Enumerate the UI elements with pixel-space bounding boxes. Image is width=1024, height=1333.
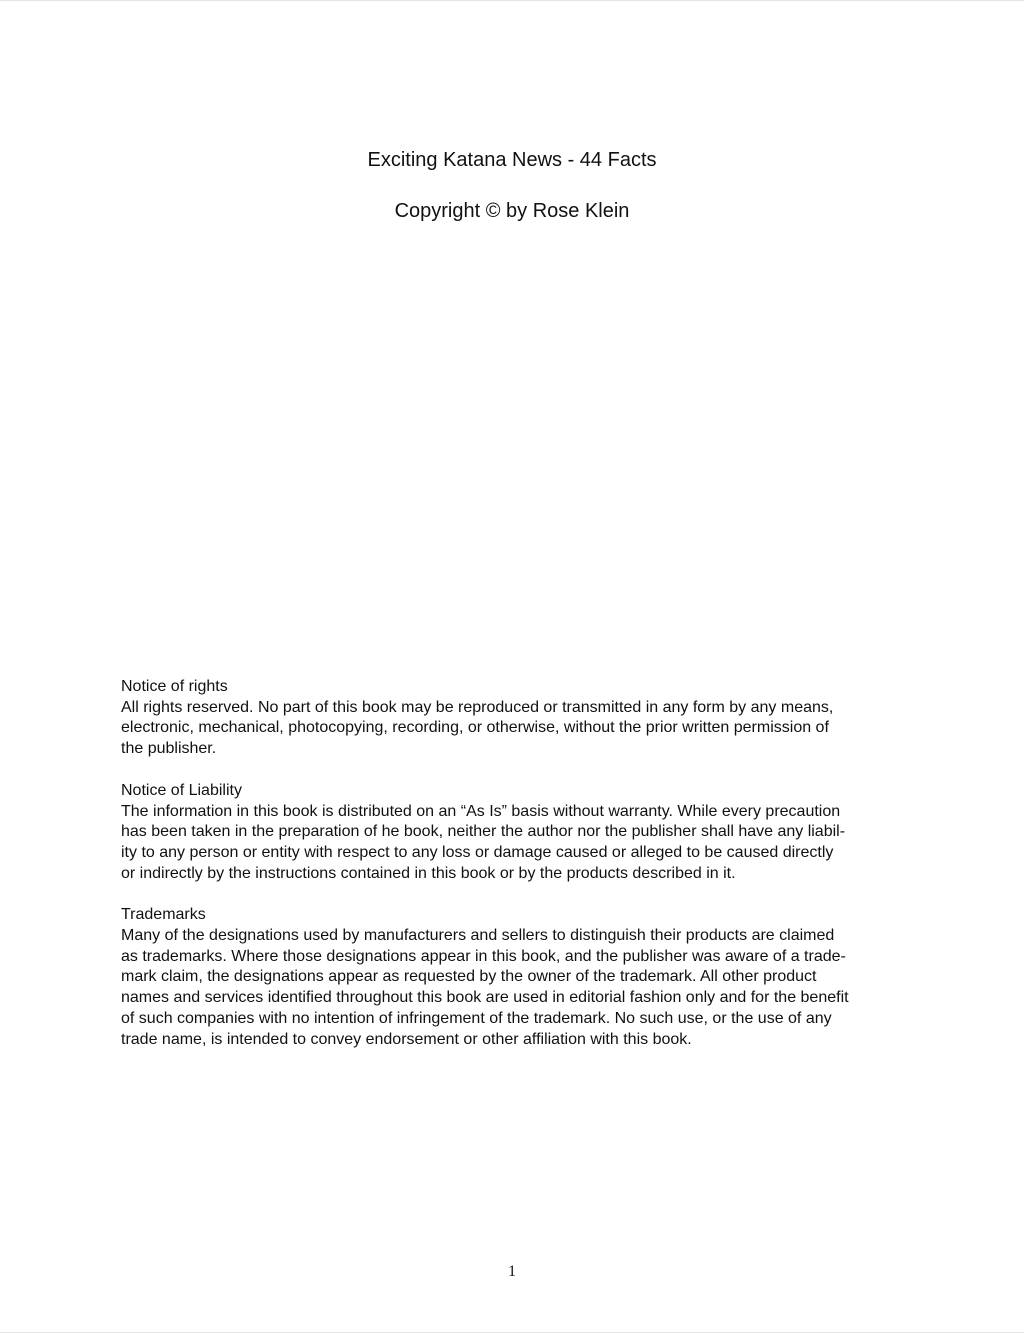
notice-line: Many of the designations used by manufacturers and sellers to distinguish their products are claimed: [121, 927, 835, 945]
legal-notices: [121, 677, 911, 1071]
notice-heading: Trademarks: [121, 906, 206, 924]
book-title: Exciting Katana News - 44 Facts: [367, 149, 657, 171]
notice-line: ity to any person or entity with respect to any loss or damage caused or alleged to be caused directly: [121, 843, 834, 861]
notice-of-rights: [121, 677, 911, 760]
notice-line: names and services identified throughout this book are used in editorial fashion only and for the benefit: [121, 989, 849, 1007]
notice-body: [121, 698, 911, 760]
notice-body: [121, 802, 911, 885]
notice-line: trade name, is intended to convey endorsement or other affiliation with this book.: [121, 1030, 692, 1048]
notice-line: electronic, mechanical, photocopying, recording, or otherwise, without the prior written permission of: [121, 719, 829, 737]
notice-line: All rights reserved. No part of this book may be reproduced or transmitted in any form by any means,: [121, 698, 834, 716]
notice-line: of such companies with no intention of infringement of the trademark. No such use, or the use of any: [121, 1009, 832, 1027]
notice-line: as trademarks. Where those designations appear in this book, and the publisher was aware of a trade-: [121, 947, 846, 965]
trademarks-notice: [121, 905, 911, 1050]
notice-of-liability: [121, 781, 911, 885]
copyright-line: Copyright © by Rose Klein: [394, 200, 630, 222]
notice-heading: Notice of rights: [121, 678, 228, 695]
page-number: 1: [508, 1263, 516, 1280]
notice-body: [121, 926, 911, 1050]
notice-line: the publisher.: [121, 740, 217, 758]
notice-heading: Notice of Liability: [121, 781, 242, 799]
notice-line: mark claim, the designations appear as requested by the owner of the trademark. All other product: [121, 968, 817, 986]
notice-line: has been taken in the preparation of he book, neither the author nor the publisher shall have any liabil-: [121, 823, 846, 841]
notice-line: The information in this book is distributed on an “As Is” basis without warranty. While every precaution: [121, 802, 841, 820]
notice-line: or indirectly by the instructions contained in this book or by the products described in it.: [121, 864, 736, 882]
